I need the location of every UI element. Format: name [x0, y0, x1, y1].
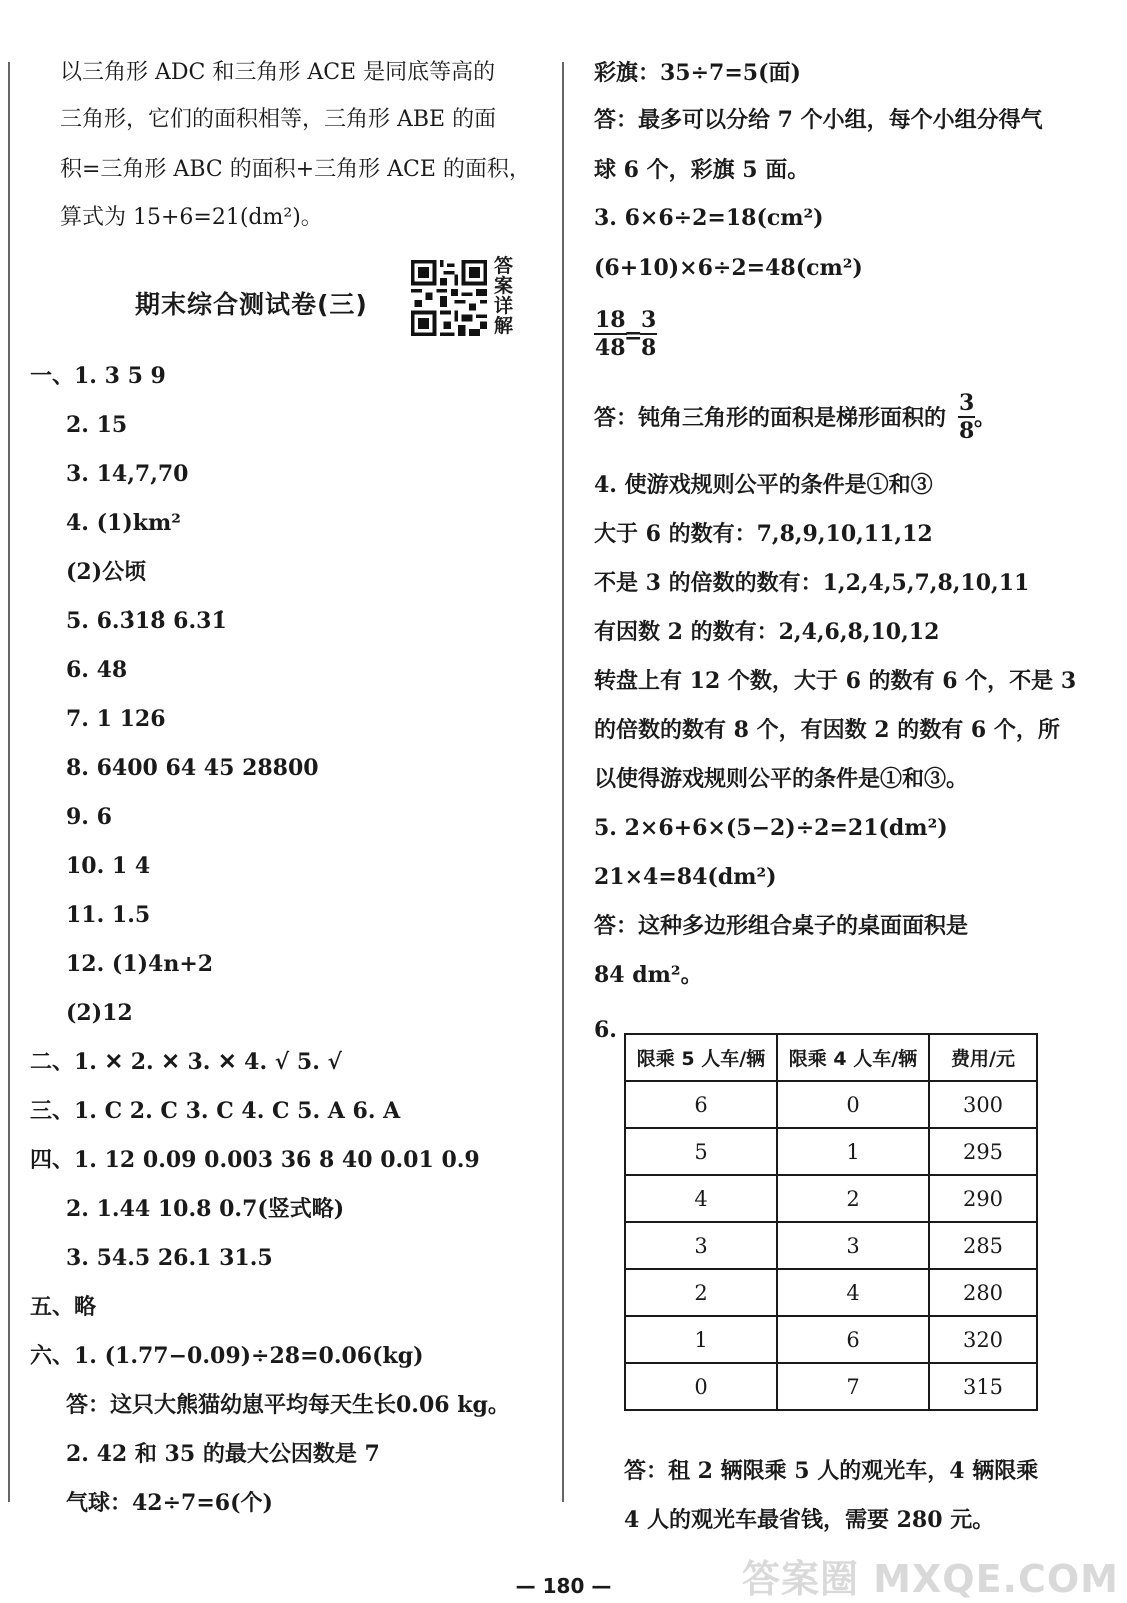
- period: 。: [974, 405, 997, 431]
- answer-line: (6+10)×6÷2=48(cm²): [594, 255, 863, 281]
- table-row: [625, 1081, 1037, 1128]
- answer-line: 以使得游戏规则公平的条件是①和③。: [594, 766, 969, 792]
- table-header-row: [625, 1034, 1037, 1081]
- answer-line: (2)12: [66, 1000, 133, 1026]
- fraction-18-48: [594, 307, 627, 361]
- answer-line: 四、1. 12 0.09 0.003 36 8 40 0.01 0.9: [30, 1147, 480, 1173]
- left-cont-line-1: 以三角形 ADC 和三角形 ACE 是同底等高的: [60, 60, 496, 85]
- answer-line: 三、1. C 2. C 3. C 4. C 5. A 6. A: [30, 1098, 401, 1124]
- table-cell: 0: [625, 1363, 777, 1410]
- fraction-numerator: 18: [595, 307, 626, 333]
- table-cell: 2: [625, 1269, 777, 1316]
- table-cell: 315: [929, 1363, 1037, 1410]
- answer-line: 2. 42 和 35 的最大公因数是 7: [66, 1441, 380, 1467]
- table-cell: 280: [929, 1269, 1037, 1316]
- column-divider: [562, 62, 564, 1502]
- answer-line: 答：钝角三角形的面积是梯形面积的: [594, 405, 947, 431]
- section-title: 期末综合测试卷(三): [135, 290, 368, 319]
- answer-line: 二、1. ✕ 2. ✕ 3. ✕ 4. √ 5. √: [30, 1049, 342, 1075]
- answer-line: 3. 54.5 26.1 31.5: [66, 1245, 273, 1271]
- qr-label: 答案详解: [494, 255, 514, 337]
- table-cell: 295: [929, 1128, 1037, 1175]
- table-row: [625, 1269, 1037, 1316]
- answer-line: 球 6 个，彩旗 5 面。: [594, 157, 810, 183]
- table-cell: 2: [777, 1175, 929, 1222]
- fraction-numerator: 3: [641, 307, 657, 333]
- answer-line: 12. (1)4n+2: [66, 951, 214, 977]
- answer-line: 大于 6 的数有：7,8,9,10,11,12: [594, 521, 933, 547]
- left-cont-line-4: 算式为 15+6=21(dm²)。: [60, 205, 323, 230]
- answer-line: 5. 6.3̇18̇ 6.31̇: [66, 608, 227, 634]
- answer-line: 5. 2×6+6×(5−2)÷2=21(dm²): [594, 815, 948, 841]
- fraction-denominator: 8: [959, 418, 975, 444]
- fraction-denominator: 8: [641, 335, 657, 361]
- table-cell: 3: [625, 1222, 777, 1269]
- table-cell: 300: [929, 1081, 1037, 1128]
- table-cell: 5: [625, 1128, 777, 1175]
- watermark-logo: 答案圈 MXQE.COM: [741, 1557, 1119, 1601]
- page-number: — 180 —: [515, 1574, 612, 1598]
- answer-line: 有因数 2 的数有：2,4,6,8,10,12: [594, 619, 940, 645]
- cost-table: [624, 1033, 1038, 1411]
- column-header: 费用/元: [929, 1034, 1037, 1081]
- table-cell: 7: [777, 1363, 929, 1410]
- table-cell: 285: [929, 1222, 1037, 1269]
- table-row: [625, 1128, 1037, 1175]
- table-cell: 6: [625, 1081, 777, 1128]
- table-cell: 290: [929, 1175, 1037, 1222]
- answer-line: 4. 使游戏规则公平的条件是①和③: [594, 472, 933, 498]
- left-cont-line-3: 积=三角形 ABC 的面积+三角形 ACE 的面积，: [60, 157, 531, 182]
- answer-line: 答：这只大熊猫幼崽平均每天生长0.06 kg。: [66, 1392, 510, 1418]
- table-cell: 1: [625, 1316, 777, 1363]
- table-row: [625, 1363, 1037, 1410]
- answer-line: 6.: [594, 1017, 617, 1043]
- answer-line: 3. 14,7,70: [66, 461, 189, 487]
- column-header: 限乘 5 人车/辆: [625, 1034, 777, 1081]
- answer-line: (2)公顷: [66, 559, 147, 585]
- fraction-denominator: 48: [595, 335, 626, 361]
- answer-line: 10. 1 4: [66, 853, 151, 879]
- answer-line: 气球：42÷7=6(个): [66, 1490, 273, 1516]
- fraction-3-8-answer: [958, 390, 975, 444]
- left-margin-rule: [8, 62, 10, 1502]
- column-header: 限乘 4 人车/辆: [777, 1034, 929, 1081]
- fraction-numerator: 3: [959, 390, 975, 416]
- answer-line: 答：最多可以分给 7 个小组，每个小组分得气: [594, 107, 1043, 133]
- answer-line: 答：租 2 辆限乘 5 人的观光车，4 辆限乘: [624, 1458, 1039, 1484]
- table-row: [625, 1175, 1037, 1222]
- table-cell: 320: [929, 1316, 1037, 1363]
- answer-line: 4 人的观光车最省钱，需要 280 元。: [624, 1507, 995, 1533]
- table-cell: 0: [777, 1081, 929, 1128]
- table-cell: 4: [777, 1269, 929, 1316]
- left-cont-line-2: 三角形，它们的面积相等，三角形 ABE 的面: [60, 107, 497, 132]
- table-cell: 3: [777, 1222, 929, 1269]
- answer-line: 2. 15: [66, 412, 128, 438]
- answer-line: 转盘上有 12 个数，大于 6 的数有 6 个，不是 3: [594, 668, 1077, 694]
- equals-sign: =: [624, 323, 643, 349]
- answer-line: 五、略: [30, 1294, 97, 1320]
- answer-line: 六、1. (1.77−0.09)÷28=0.06(kg): [30, 1343, 424, 1369]
- answer-line: 彩旗：35÷7=5(面): [594, 60, 801, 86]
- answer-line: 不是 3 的倍数的数有：1,2,4,5,7,8,10,11: [594, 570, 1030, 596]
- answer-line: 4. (1)km²: [66, 510, 181, 536]
- table-cell: 6: [777, 1316, 929, 1363]
- answer-line: 84 dm²。: [594, 962, 703, 988]
- answer-line: 3. 6×6÷2=18(cm²): [594, 205, 824, 231]
- answer-line: 答：这种多边形组合桌子的桌面面积是: [594, 913, 969, 939]
- table-cell: 1: [777, 1128, 929, 1175]
- answer-line: 21×4=84(dm²): [594, 864, 777, 890]
- answer-line: 一、1. 3 5 9: [30, 363, 166, 389]
- table-cell: 4: [625, 1175, 777, 1222]
- qr-code[interactable]: [411, 260, 487, 336]
- answer-line: 11. 1.5: [66, 902, 151, 928]
- answer-line: 8. 6400 64 45 28800: [66, 755, 319, 781]
- answer-line: 2. 1.44 10.8 0.7(竖式略): [66, 1196, 345, 1222]
- table-row: [625, 1316, 1037, 1363]
- answer-line: 6. 48: [66, 657, 128, 683]
- fraction-3-8: [640, 307, 657, 361]
- answer-line: 9. 6: [66, 804, 112, 830]
- answer-line: 7. 1 126: [66, 706, 166, 732]
- table-row: [625, 1222, 1037, 1269]
- answer-line: 的倍数的数有 8 个，有因数 2 的数有 6 个，所: [594, 717, 1060, 743]
